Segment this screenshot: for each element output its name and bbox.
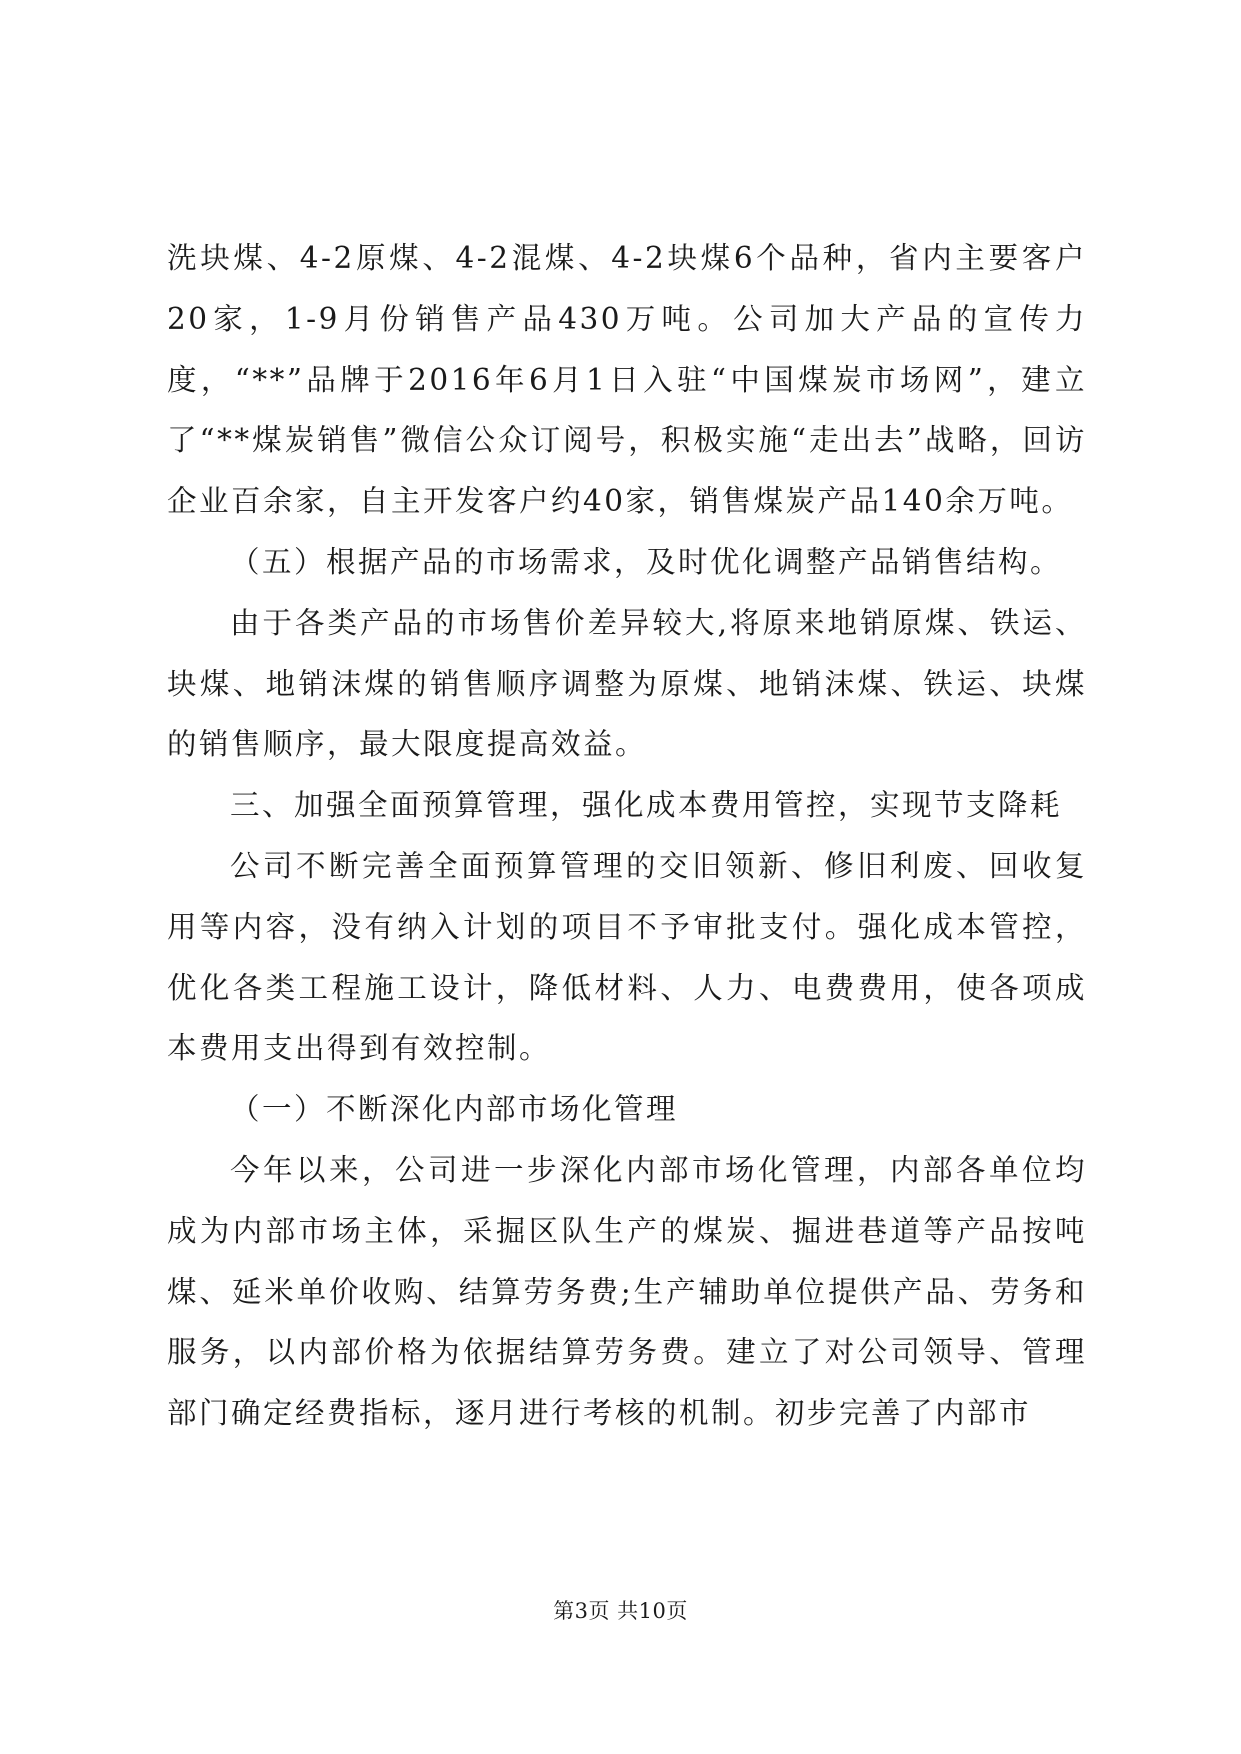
paragraph: 今年以来，公司进一步深化内部市场化管理，内部各单位均成为内部市场主体，采掘区队生产的煤炭、掘进巷道等产品按吨煤、延米单价收购、结算劳务费;生产辅助单位提供产品、劳务和服务，以内部价格为依据结算劳务费。建立了对公司领导、管理部门确定经费指标，逐月进行考核的机制。初步完善了内部市	[167, 1152, 1087, 1431]
subsection-heading-1: （一）不断深化内部市场化管理	[230, 1092, 679, 1127]
document-body	[167, 228, 1087, 1444]
section-heading-5: （五）根据产品的市场需求，及时优化调整产品销售结构。	[230, 544, 1063, 579]
section-heading-3: 三、加强全面预算管理，强化成本费用管控，实现节支降耗	[230, 788, 1063, 823]
paragraph: 公司不断完善全面预算管理的交旧领新、修旧利废、回收复用等内容，没有纳入计划的项目不予审批支付。强化成本管控，优化各类工程施工设计，降低材料、人力、电费费用，使各项成本费用支出得到有效控制。	[167, 848, 1087, 1066]
paragraph-continued: 洗块煤、4-2原煤、4-2混煤、4-2块煤6个品种，省内主要客户20家，1-9月份销售产品430万吨。公司加大产品的宣传力度，“**”品牌于2016年6月1日入驻“中国煤炭市场网”，建立了“**煤炭销售”微信公众订阅号，积极实施“走出去”战略，回访企业百余家，自主开发客户约40家，销售煤炭产品140余万吨。	[167, 241, 1087, 519]
paragraph: 由于各类产品的市场售价差异较大,将原来地销原煤、铁运、块煤、地销沫煤的销售顺序调整为原煤、地销沫煤、铁运、块煤的销售顺序，最大限度提高效益。	[167, 605, 1087, 762]
page-number-footer: 第3页 共10页	[553, 1599, 688, 1623]
